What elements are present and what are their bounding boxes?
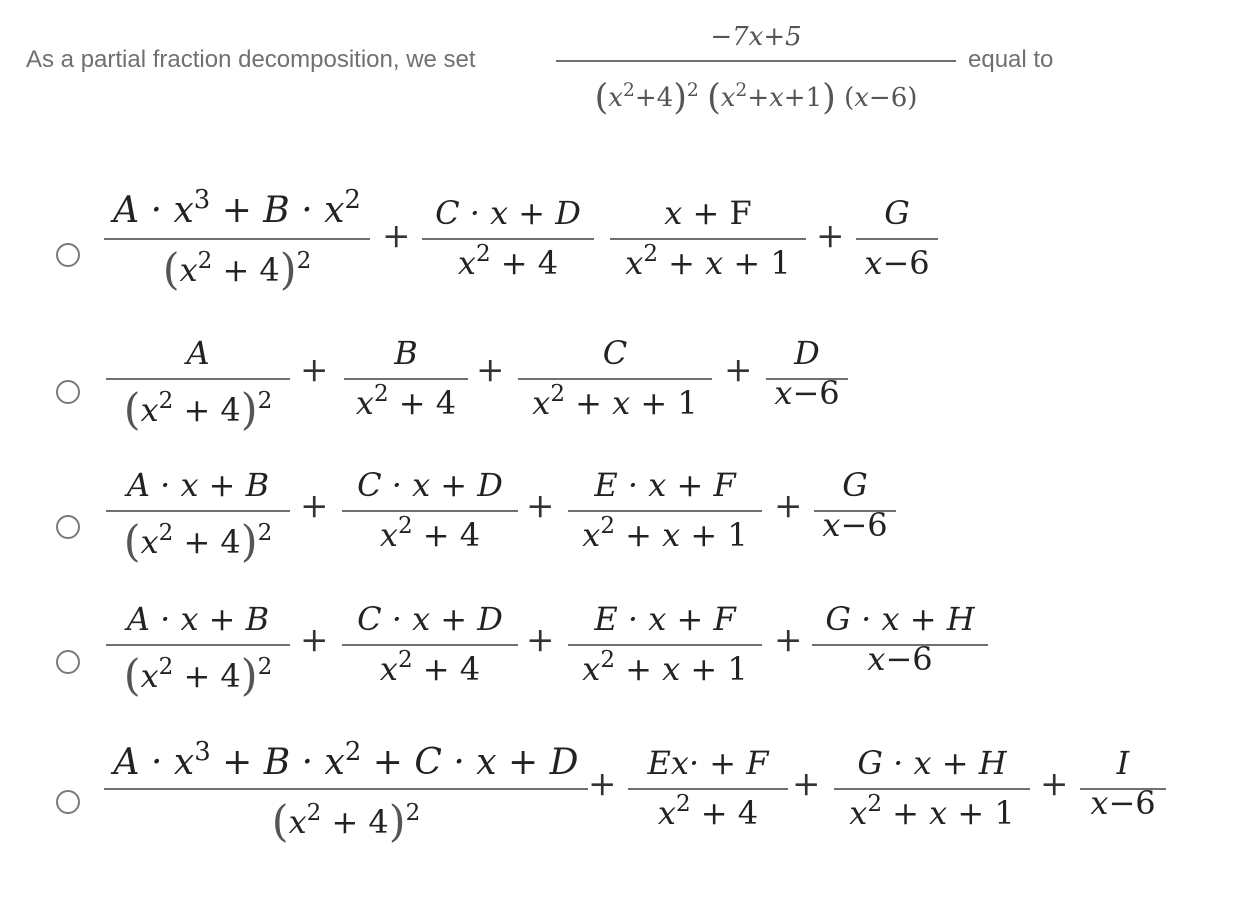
option-3-term-2 [342,466,518,566]
option-5-term-3 [834,744,1030,844]
option-2-term-1-num: A [186,334,210,372]
prompt-text: As a partial fraction decomposition, we set [26,46,476,73]
option-5-term-2-num: Ex· + F [647,744,769,782]
option-2-term-3 [518,334,712,434]
option-5-term-3-den: $x^2 + x + 1$ [849,791,1015,832]
plus-sign: + [300,486,329,526]
plus-sign: + [476,350,505,390]
option-3-term-3 [568,466,762,566]
option-4-term-4-num: G · x + H [825,600,975,638]
option-4-radio[interactable] [56,650,80,674]
option-3-term-2-num: C · x + D [357,466,503,504]
fraction-bar [104,238,370,240]
option-1-radio[interactable] [56,243,80,267]
option-3-term-1 [106,466,290,576]
option-4-term-2-num: C · x + D [357,600,503,638]
option-1-term-4-den: x−6 [864,244,930,282]
option-1-term-2 [422,194,594,294]
option-3-term-1-num: A · x + B [126,466,270,504]
fraction-bar [106,644,290,646]
option-3-term-4 [814,466,896,566]
fraction-bar [342,510,518,512]
plus-sign: + [724,350,753,390]
option-5-term-1-den: $(x^2 + 4)^2$ [271,797,421,848]
option-1-term-4 [856,194,938,294]
fraction-bar [834,788,1030,790]
option-4-term-3-num: E · x + F [594,600,736,638]
plus-sign: + [774,620,803,660]
option-5-radio[interactable] [56,790,80,814]
plus-sign: + [526,486,555,526]
plus-sign: + [792,764,821,804]
option-3-term-1-den: $(x^2 + 4)^2$ [123,517,273,568]
option-4-term-1-num: A · x + B [126,600,270,638]
option-4-term-1 [106,600,290,710]
option-3-term-4-num: G [842,466,868,504]
option-2-term-3-num: C [602,334,628,372]
option-1-term-3-den: $x^2 + x + 1$ [625,241,791,282]
option-2-term-1 [106,334,290,444]
plus-sign: + [526,620,555,660]
prompt-fraction [556,22,956,132]
prompt-numerator: −7x+5 [710,22,802,52]
plus-sign: + [1040,764,1069,804]
fraction-bar [106,378,290,380]
option-5-term-4-den: x−6 [1090,784,1156,822]
option-4-term-4 [812,600,988,700]
option-3-radio[interactable] [56,515,80,539]
fraction-bar [518,378,712,380]
fraction-bar [104,788,588,790]
option-2-term-3-den: $x^2 + x + 1$ [532,381,698,422]
option-1-term-3-num: x + F [664,194,752,232]
fraction-bar [568,510,762,512]
option-4-term-3-den: $x^2 + x + 1$ [582,647,748,688]
option-3-term-4-den: x−6 [822,506,888,544]
option-1-term-3 [610,194,806,294]
option-5-term-1 [104,736,588,862]
plus-sign: + [300,620,329,660]
option-2-term-4-num: D [794,334,820,372]
option-5-term-4 [1080,744,1166,844]
option-5-term-2-den: $x^2 + 4$ [657,791,759,832]
option-4-term-2 [342,600,518,700]
option-2-term-1-den: $(x^2 + 4)^2$ [123,385,273,436]
option-2-term-2-num: B [394,334,418,372]
option-5-term-4-num: I [1116,744,1130,782]
prompt-denominator: $(x^2+4)^2$ $(x^2+x+1)$ (x−6) [594,76,918,118]
option-2-term-2-den: $x^2 + 4$ [355,381,457,422]
prompt-fraction-bar [556,60,956,62]
option-5-term-3-num: G · x + H [857,744,1007,782]
option-4-term-4-den: x−6 [867,640,933,678]
fraction-bar [344,378,468,380]
option-2-term-4 [766,334,848,434]
option-1-term-1 [104,184,370,300]
option-2-term-4-den: x−6 [774,374,840,412]
option-3-term-3-den: $x^2 + x + 1$ [582,513,748,554]
option-5-term-2 [628,744,788,844]
plus-sign: + [382,216,411,256]
fraction-bar [106,510,290,512]
option-4-term-1-den: $(x^2 + 4)^2$ [123,651,273,702]
option-1-term-2-num: C · x + D [435,194,581,232]
fraction-bar [342,644,518,646]
prompt-text-after: equal to [968,46,1054,73]
fraction-bar [422,238,594,240]
fraction-bar [610,238,806,240]
option-4-term-3 [568,600,762,700]
option-4-term-2-den: $x^2 + 4$ [379,647,481,688]
option-3-term-3-num: E · x + F [594,466,736,504]
fraction-bar [568,644,762,646]
option-1-term-2-den: $x^2 + 4$ [457,241,559,282]
fraction-bar [628,788,788,790]
fraction-bar [856,238,938,240]
option-2-radio[interactable] [56,380,80,404]
option-1-term-4-num: G [884,194,910,232]
plus-sign: + [816,216,845,256]
option-5-term-1-num: $A \cdot x^3 + B \cdot x^2 + C \cdot x + D$ [113,736,579,783]
option-2-term-2 [344,334,468,434]
plus-sign: + [588,764,617,804]
option-3-term-2-den: $x^2 + 4$ [379,513,481,554]
option-1-term-1-den: $(x^2 + 4)^2$ [162,245,312,296]
plus-sign: + [300,350,329,390]
plus-sign: + [774,486,803,526]
option-1-term-1-num: $A \cdot x^3 + B \cdot x^2$ [113,184,361,231]
